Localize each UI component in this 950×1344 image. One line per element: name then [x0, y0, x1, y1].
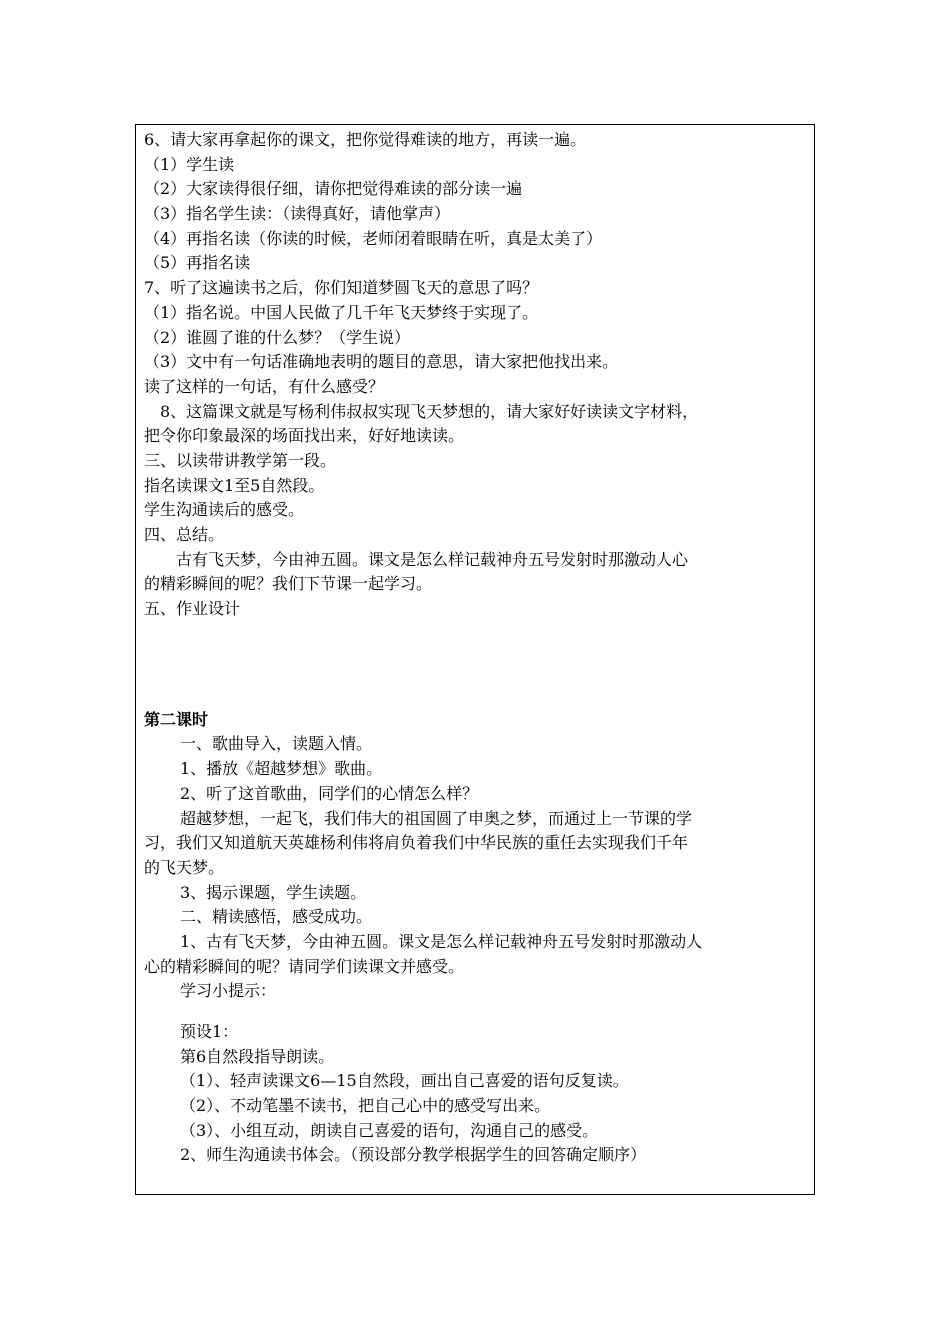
text-line: （3）、小组互动，朗读自己喜爱的语句，沟通自己的感受。	[180, 1120, 599, 1140]
text-line: 1、播放《超越梦想》歌曲。	[180, 759, 383, 779]
text-line: 二、精读感悟，感受成功。	[180, 907, 373, 927]
text-line: （3）文中有一句话准确地表明的题目的意思，请大家把他找出来。	[144, 352, 619, 372]
text-line: 三、以读带讲教学第一段。	[144, 450, 337, 470]
text-line: 一、歌曲导入，读题入情。	[180, 734, 373, 754]
text-line: 2、听了这首歌曲，同学们的心情怎么样？	[180, 783, 479, 803]
text-line: （3）指名学生读：（读得真好，请他掌声）	[144, 204, 451, 224]
text-line: 读了这样的一句话，有什么感受？	[144, 376, 385, 396]
text-line: （1）指名说。中国人民做了几千年飞天梦终于实现了。	[144, 302, 539, 322]
text-line: 学生沟通读后的感受。	[144, 500, 305, 520]
text-line: （2）大家读得很仔细，请你把觉得难读的部分读一遍	[144, 179, 523, 199]
text-line: 6、请大家再拿起你的课文，把你觉得难读的地方，再读一遍。	[144, 130, 587, 149]
text-line: 五、作业设计	[144, 599, 241, 619]
text-line: 第6自然段指导朗读。	[180, 1046, 335, 1066]
spacer	[144, 622, 812, 708]
spacer	[144, 1004, 812, 1020]
text-line: 的精彩瞬间的呢？我们下节课一起学习。	[144, 574, 433, 594]
text-line: 习，我们又知道航天英雄杨利伟将肩负着我们中华民族的重任去实现我们千年	[144, 833, 689, 853]
text-line: （2）谁圆了谁的什么梦？（学生说）	[144, 327, 411, 347]
text-line: 四、总结。	[144, 525, 225, 544]
text-line: 指名读课文1至5自然段。	[144, 475, 325, 495]
text-line: （1）学生读	[144, 154, 235, 174]
text-line: （4）再指名读（你读的时候，老师闭着眼睛在听，真是太美了）	[144, 228, 603, 248]
text-line: 2、师生沟通读书体会。（预设部分教学根据学生的回答确定顺序）	[180, 1145, 647, 1165]
text-line: （5）再指名读	[144, 253, 251, 273]
text-line: 3、揭示课题，学生读题。	[180, 882, 367, 902]
text-line: 心的精彩瞬间的呢？请同学们读课文并感受。	[144, 956, 465, 976]
lesson-content	[144, 128, 812, 1168]
text-line: 学习小提示：	[180, 981, 277, 1001]
text-line: （2）、不动笔墨不读书，把自己心中的感受写出来。	[180, 1096, 551, 1116]
text-line: 的飞天梦。	[144, 857, 225, 877]
section-heading: 第二课时	[144, 709, 209, 729]
text-line: 超越梦想，一起飞，我们伟大的祖国圆了申奥之梦，而通过上一节课的学	[180, 808, 693, 828]
text-line: 7、听了这遍读书之后，你们知道梦圆飞天的意思了吗？	[144, 278, 539, 298]
text-line: 8、这篇课文就是写杨利伟叔叔实现飞天梦想的，请大家好好读读文字材料，	[144, 401, 699, 421]
text-line: 把令你印象最深的场面找出来，好好地读读。	[144, 426, 465, 446]
text-line: （1）、轻声读课文6—15自然段，画出自己喜爱的语句反复读。	[180, 1071, 629, 1091]
text-line: 预设1：	[180, 1022, 239, 1041]
text-line: 1、古有飞天梦，今由神五圆。课文是怎么样记载神舟五号发射时那激动人	[180, 931, 703, 951]
text-line: 古有飞天梦，今由神五圆。课文是怎么样记载神舟五号发射时那激动人心	[144, 549, 689, 569]
